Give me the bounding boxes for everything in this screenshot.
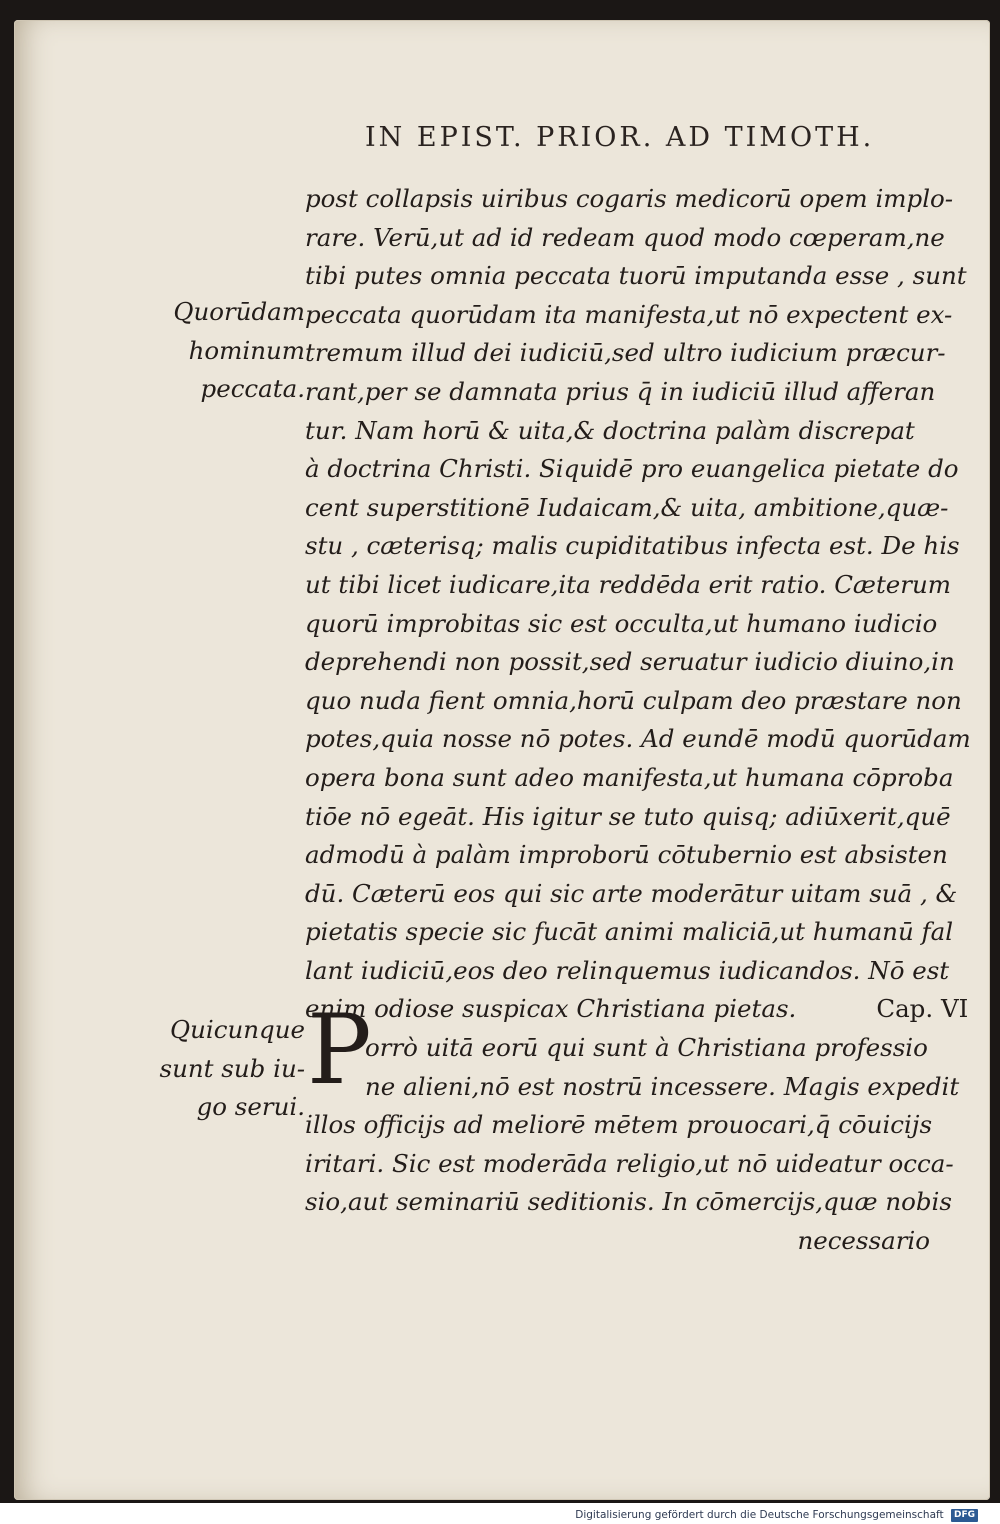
chapter-heading: Cap. VI [876, 994, 969, 1024]
text-line: ut tibi licet iudicare,ita reddēda erit ratio. Cæterum [305, 569, 952, 599]
dfg-logo: DFG [951, 1509, 978, 1522]
text-line: post collapsis uiribus cogaris medicorū opem implo- [305, 184, 954, 213]
text-line-with-chapter [305, 990, 969, 1029]
footer-credit [575, 1507, 978, 1523]
margin-note-1 [173, 293, 305, 409]
text-line: pietatis specie sic fucāt animi maliciā,ut humanū fal [305, 917, 954, 947]
text-line: illos officijs ad meliorē mētem prouocari,q̄ cōuicijs [305, 1110, 933, 1140]
margin-note-line: sunt sub iu- [159, 1053, 305, 1083]
text-line: tiōe nō egeāt. His igitur se tuto quisq; adiūxerit,quē [305, 801, 951, 831]
running-header: IN EPIST. PRIOR. AD TIMOTH. [365, 122, 875, 153]
text-line: enim odiose suspicax Christiana pietas. [305, 994, 797, 1024]
text-line: rant,per se damnata prius q̄ in iudiciū illud afferan [305, 376, 936, 406]
text-line: peccata quorūdam ita manifesta,ut nō expectent ex- [305, 299, 953, 329]
text-line: deprehendi non possit,sed seruatur iudicio diuino,in [305, 647, 955, 677]
text-line: potes,quia nosse nō potes. Ad eundē modū quorūdam [305, 724, 971, 754]
text-line: iritari. Sic est moderāda religio,ut nō uideatur occa- [305, 1148, 954, 1178]
text-line: quo nuda fient omnia,horū culpam deo præstare non [305, 685, 962, 715]
text-line: admodū à palàm improborū cōtubernio est absisten [305, 840, 948, 870]
text-line: cent superstitionē Iudaicam,& uita, ambitione,quæ- [305, 492, 949, 522]
text-line: dū. Cæterū eos qui sic arte moderātur uitam suā , & [305, 878, 958, 908]
text-line: quorū improbitas sic est occulta,ut humano iudicio [305, 608, 938, 638]
text-line: tur. Nam horū & uita,& doctrina palàm discrepat [305, 415, 915, 445]
text-line: stu , cæterisq; malis cupiditatibus infecta est. De his [305, 531, 960, 561]
margin-note-2 [160, 1011, 305, 1127]
credit-text: Digitalisierung gefördert durch die Deutsche Forschungsgemeinschaft [575, 1509, 944, 1521]
text-line: orrò uitā eorū qui sunt à Christiana professio [365, 1033, 928, 1063]
margin-note-line: peccata. [200, 374, 305, 404]
margin-note-line: Quicunque [170, 1015, 305, 1044]
drop-cap: P [307, 994, 372, 1106]
text-line: lant iudiciū,eos deo relinquemus iudicandos. Nō est [305, 955, 950, 985]
margin-note-line: hominum [188, 335, 305, 365]
text-line: à doctrina Christi. Siquidē pro euangelica pietate do [305, 454, 959, 484]
text-line: sio,aut seminariū seditionis. In cōmercijs,quæ nobis [305, 1187, 952, 1217]
text-line: tibi putes omnia peccata tuorū imputanda esse , sunt [305, 261, 967, 291]
text-line: tremum illud dei iudiciū,sed ultro iudicium præcur- [305, 338, 946, 368]
margin-note-line: Quorūdam [173, 297, 305, 326]
text-line: ne alieni,nō est nostrū incessere. Magis expedit [365, 1071, 960, 1101]
catchword: necessario [797, 1226, 930, 1256]
text-line: rare. Verū,ut ad id redeam quod modo cœperam,ne [305, 222, 945, 252]
margin-note-line: go serui. [196, 1092, 305, 1122]
text-line: opera bona sunt adeo manifesta,ut humana cōproba [305, 762, 954, 792]
main-text-block [305, 180, 971, 1261]
